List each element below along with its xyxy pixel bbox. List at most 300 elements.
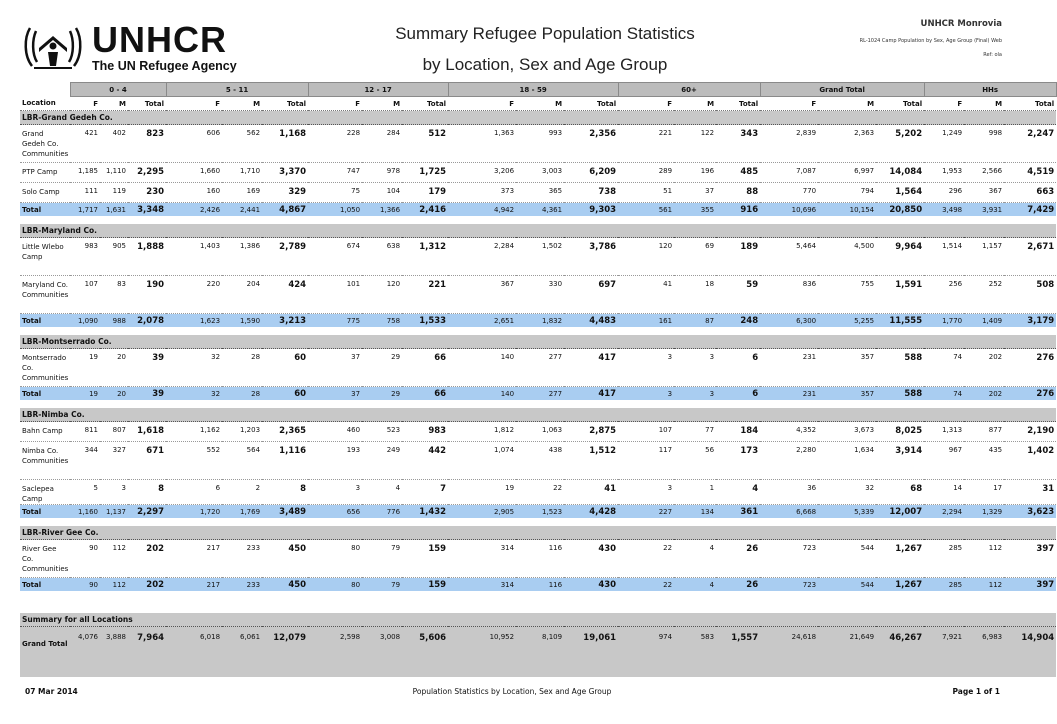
summary-header <box>20 613 1056 627</box>
value-cell: 19 <box>448 480 516 505</box>
value-cell: 289 <box>618 163 674 183</box>
total-cell: 508 <box>1004 276 1056 314</box>
grand-total-row <box>20 627 1056 678</box>
value-cell: 196 <box>674 163 716 183</box>
col-total-header: Total <box>262 97 308 111</box>
total-cell: 424 <box>262 276 308 314</box>
value-cell: 974 <box>618 627 674 678</box>
value-cell: 2,294 <box>924 505 964 519</box>
value-cell: 120 <box>618 238 674 276</box>
col-f-header: F <box>760 97 818 111</box>
value-cell: 1,623 <box>166 314 222 328</box>
value-cell: 221 <box>618 125 674 163</box>
value-cell: 3 <box>618 387 674 401</box>
total-cell: 1,116 <box>262 442 308 480</box>
value-cell: 807 <box>100 422 128 442</box>
value-cell: 74 <box>924 349 964 387</box>
value-cell: 552 <box>166 442 222 480</box>
value-cell: 1,720 <box>166 505 222 519</box>
unhcr-logo <box>20 19 237 73</box>
section-total-row <box>20 578 1056 592</box>
value-cell: 373 <box>448 183 516 203</box>
total-cell: 3,489 <box>262 505 308 519</box>
value-cell: 227 <box>618 505 674 519</box>
value-cell: 90 <box>70 578 100 592</box>
total-cell: 671 <box>128 442 166 480</box>
value-cell: 1,502 <box>516 238 564 276</box>
total-cell: 588 <box>876 387 924 401</box>
total-cell: 2,416 <box>402 203 448 217</box>
value-cell: 758 <box>362 314 402 328</box>
column-header-row <box>20 97 1056 111</box>
section-total-row <box>20 203 1056 217</box>
value-cell: 228 <box>308 125 362 163</box>
value-cell: 998 <box>964 125 1004 163</box>
value-cell: 564 <box>222 442 262 480</box>
value-cell: 3 <box>100 480 128 505</box>
total-cell: 442 <box>402 442 448 480</box>
spacer-cell <box>20 327 1056 335</box>
total-cell: 39 <box>128 349 166 387</box>
total-cell: 6 <box>716 387 760 401</box>
total-cell: 343 <box>716 125 760 163</box>
value-cell: 656 <box>308 505 362 519</box>
value-cell: 1,363 <box>448 125 516 163</box>
value-cell: 80 <box>308 578 362 592</box>
col-m-header: M <box>222 97 262 111</box>
value-cell: 4,361 <box>516 203 564 217</box>
total-cell: 4,519 <box>1004 163 1056 183</box>
value-cell: 770 <box>760 183 818 203</box>
location-cell: Grand Gedeh Co. Communities <box>20 125 70 163</box>
total-cell: 4,483 <box>564 314 618 328</box>
total-label: Total <box>20 314 70 328</box>
total-cell: 983 <box>402 422 448 442</box>
total-cell: 3,213 <box>262 314 308 328</box>
col-m-header: M <box>818 97 876 111</box>
col-m-header: M <box>100 97 128 111</box>
value-cell: 1,157 <box>964 238 1004 276</box>
value-cell: 37 <box>308 387 362 401</box>
value-cell: 367 <box>964 183 1004 203</box>
value-cell: 29 <box>362 349 402 387</box>
total-cell: 1,168 <box>262 125 308 163</box>
section-name: LBR-Grand Gedeh Co. <box>20 111 1056 125</box>
value-cell: 1,329 <box>964 505 1004 519</box>
value-cell: 233 <box>222 540 262 578</box>
logo-name: UNHCR <box>92 19 227 60</box>
total-cell: 663 <box>1004 183 1056 203</box>
value-cell: 402 <box>100 125 128 163</box>
total-cell: 417 <box>564 349 618 387</box>
value-cell: 117 <box>618 442 674 480</box>
value-cell: 77 <box>674 422 716 442</box>
value-cell: 41 <box>618 276 674 314</box>
value-cell: 2,284 <box>448 238 516 276</box>
value-cell: 314 <box>448 578 516 592</box>
total-cell: 430 <box>564 540 618 578</box>
total-cell: 7 <box>402 480 448 505</box>
total-cell: 9,964 <box>876 238 924 276</box>
value-cell: 101 <box>308 276 362 314</box>
value-cell: 231 <box>760 349 818 387</box>
value-cell: 2,566 <box>964 163 1004 183</box>
total-cell: 430 <box>564 578 618 592</box>
value-cell: 435 <box>964 442 1004 480</box>
total-cell: 60 <box>262 349 308 387</box>
total-label: Total <box>20 578 70 592</box>
value-cell: 544 <box>818 540 876 578</box>
value-cell: 116 <box>516 578 564 592</box>
total-cell: 46,267 <box>876 627 924 678</box>
value-cell: 79 <box>362 578 402 592</box>
total-cell: 8 <box>262 480 308 505</box>
value-cell: 3,206 <box>448 163 516 183</box>
value-cell: 202 <box>964 349 1004 387</box>
group-0-4: 0 - 4 <box>70 83 166 97</box>
total-cell: 189 <box>716 238 760 276</box>
col-f-header: F <box>70 97 100 111</box>
total-cell: 184 <box>716 422 760 442</box>
table-row <box>20 442 1056 480</box>
value-cell: 775 <box>308 314 362 328</box>
value-cell: 4,352 <box>760 422 818 442</box>
value-cell: 1,590 <box>222 314 262 328</box>
total-cell: 19,061 <box>564 627 618 678</box>
value-cell: 116 <box>516 540 564 578</box>
value-cell: 1,514 <box>924 238 964 276</box>
value-cell: 2,598 <box>308 627 362 678</box>
total-cell: 1,888 <box>128 238 166 276</box>
total-cell: 329 <box>262 183 308 203</box>
value-cell: 122 <box>674 125 716 163</box>
total-cell: 248 <box>716 314 760 328</box>
value-cell: 421 <box>70 125 100 163</box>
value-cell: 1 <box>674 480 716 505</box>
value-cell: 2,280 <box>760 442 818 480</box>
value-cell: 204 <box>222 276 262 314</box>
value-cell: 1,832 <box>516 314 564 328</box>
total-cell: 697 <box>564 276 618 314</box>
total-cell: 1,618 <box>128 422 166 442</box>
value-cell: 460 <box>308 422 362 442</box>
total-cell: 2,247 <box>1004 125 1056 163</box>
value-cell: 1,769 <box>222 505 262 519</box>
total-cell: 2,671 <box>1004 238 1056 276</box>
value-cell: 256 <box>924 276 964 314</box>
value-cell: 285 <box>924 540 964 578</box>
value-cell: 3 <box>674 387 716 401</box>
value-cell: 1,313 <box>924 422 964 442</box>
value-cell: 7,921 <box>924 627 964 678</box>
total-cell: 512 <box>402 125 448 163</box>
total-cell: 361 <box>716 505 760 519</box>
value-cell: 1,770 <box>924 314 964 328</box>
value-cell: 905 <box>100 238 128 276</box>
total-cell: 14,904 <box>1004 627 1056 678</box>
value-cell: 811 <box>70 422 100 442</box>
value-cell: 277 <box>516 387 564 401</box>
total-cell: 173 <box>716 442 760 480</box>
total-cell: 26 <box>716 578 760 592</box>
value-cell: 2,363 <box>818 125 876 163</box>
value-cell: 32 <box>166 349 222 387</box>
value-cell: 2,839 <box>760 125 818 163</box>
col-m-header: M <box>964 97 1004 111</box>
value-cell: 6,997 <box>818 163 876 183</box>
total-cell: 66 <box>402 387 448 401</box>
section-header <box>20 526 1056 540</box>
value-cell: 22 <box>516 480 564 505</box>
value-cell: 967 <box>924 442 964 480</box>
total-cell: 1,564 <box>876 183 924 203</box>
location-header: Location <box>20 97 70 111</box>
spacer-row <box>20 327 1056 335</box>
total-cell: 916 <box>716 203 760 217</box>
col-total-header: Total <box>402 97 448 111</box>
value-cell: 562 <box>222 125 262 163</box>
report-code: RL-1024 Camp Population by Sex, Age Group (Final) Web <box>859 38 1002 44</box>
total-cell: 823 <box>128 125 166 163</box>
value-cell: 69 <box>674 238 716 276</box>
total-cell: 6 <box>716 349 760 387</box>
value-cell: 83 <box>100 276 128 314</box>
value-cell: 3 <box>618 480 674 505</box>
total-cell: 11,555 <box>876 314 924 328</box>
value-cell: 365 <box>516 183 564 203</box>
value-cell: 3 <box>308 480 362 505</box>
value-cell: 24,618 <box>760 627 818 678</box>
value-cell: 1,160 <box>70 505 100 519</box>
value-cell: 111 <box>70 183 100 203</box>
office-name: UNHCR Monrovia <box>920 19 1002 29</box>
total-cell: 276 <box>1004 387 1056 401</box>
total-cell: 2,295 <box>128 163 166 183</box>
value-cell: 438 <box>516 442 564 480</box>
value-cell: 330 <box>516 276 564 314</box>
value-cell: 1,710 <box>222 163 262 183</box>
grand-total-label: Grand Total <box>20 627 70 678</box>
total-cell: 68 <box>876 480 924 505</box>
value-cell: 1,249 <box>924 125 964 163</box>
col-m-header: M <box>674 97 716 111</box>
total-cell: 4,428 <box>564 505 618 519</box>
value-cell: 161 <box>618 314 674 328</box>
summary-heading: Summary for all Locations <box>20 613 1056 627</box>
value-cell: 583 <box>674 627 716 678</box>
spacer-row <box>20 400 1056 408</box>
value-cell: 638 <box>362 238 402 276</box>
value-cell: 1,162 <box>166 422 222 442</box>
value-cell: 87 <box>674 314 716 328</box>
total-cell: 6,209 <box>564 163 618 183</box>
value-cell: 4 <box>674 578 716 592</box>
total-cell: 59 <box>716 276 760 314</box>
total-cell: 588 <box>876 349 924 387</box>
spacer-row <box>20 591 1056 599</box>
total-cell: 397 <box>1004 540 1056 578</box>
value-cell: 3,888 <box>100 627 128 678</box>
spacer-cell <box>20 518 1056 526</box>
value-cell: 36 <box>760 480 818 505</box>
location-cell: Saclepea Camp <box>20 480 70 505</box>
total-cell: 1,312 <box>402 238 448 276</box>
value-cell: 1,631 <box>100 203 128 217</box>
total-cell: 179 <box>402 183 448 203</box>
value-cell: 877 <box>964 422 1004 442</box>
location-cell: Maryland Co. Communities <box>20 276 70 314</box>
value-cell: 3,008 <box>362 627 402 678</box>
total-cell: 221 <box>402 276 448 314</box>
total-cell: 450 <box>262 540 308 578</box>
value-cell: 5 <box>70 480 100 505</box>
location-cell: Little Wlebo Camp <box>20 238 70 276</box>
value-cell: 3 <box>674 349 716 387</box>
value-cell: 169 <box>222 183 262 203</box>
value-cell: 1,953 <box>924 163 964 183</box>
section-header <box>20 335 1056 349</box>
value-cell: 140 <box>448 349 516 387</box>
total-cell: 60 <box>262 387 308 401</box>
value-cell: 220 <box>166 276 222 314</box>
value-cell: 1,203 <box>222 422 262 442</box>
section-name: LBR-River Gee Co. <box>20 526 1056 540</box>
section-header <box>20 408 1056 422</box>
value-cell: 18 <box>674 276 716 314</box>
value-cell: 19 <box>70 349 100 387</box>
total-cell: 738 <box>564 183 618 203</box>
value-cell: 357 <box>818 387 876 401</box>
value-cell: 4 <box>674 540 716 578</box>
total-cell: 2,078 <box>128 314 166 328</box>
spacer-cell <box>20 216 1056 224</box>
value-cell: 1,063 <box>516 422 564 442</box>
footer-page: Page 1 of 1 <box>952 687 1000 696</box>
value-cell: 1,185 <box>70 163 100 183</box>
value-cell: 5,255 <box>818 314 876 328</box>
total-cell: 4 <box>716 480 760 505</box>
table-row <box>20 349 1056 387</box>
total-cell: 3,786 <box>564 238 618 276</box>
value-cell: 755 <box>818 276 876 314</box>
col-f-header: F <box>924 97 964 111</box>
location-cell: Bahn Camp <box>20 422 70 442</box>
value-cell: 1,403 <box>166 238 222 276</box>
value-cell: 140 <box>448 387 516 401</box>
group-60-plus: 60+ <box>618 83 760 97</box>
value-cell: 79 <box>362 540 402 578</box>
total-cell: 3,348 <box>128 203 166 217</box>
total-label: Total <box>20 387 70 401</box>
page-title: Summary Refugee Population Statistics <box>395 24 695 43</box>
table-body <box>20 111 1056 678</box>
value-cell: 217 <box>166 540 222 578</box>
group-12-17: 12 - 17 <box>308 83 448 97</box>
total-cell: 450 <box>262 578 308 592</box>
total-cell: 397 <box>1004 578 1056 592</box>
value-cell: 285 <box>924 578 964 592</box>
value-cell: 776 <box>362 505 402 519</box>
value-cell: 6,300 <box>760 314 818 328</box>
value-cell: 2 <box>222 480 262 505</box>
value-cell: 32 <box>166 387 222 401</box>
value-cell: 112 <box>964 578 1004 592</box>
value-cell: 202 <box>964 387 1004 401</box>
value-cell: 51 <box>618 183 674 203</box>
value-cell: 355 <box>674 203 716 217</box>
value-cell: 104 <box>362 183 402 203</box>
unhcr-emblem-icon <box>20 22 86 72</box>
value-cell: 10,696 <box>760 203 818 217</box>
section-total-row <box>20 314 1056 328</box>
value-cell: 523 <box>362 422 402 442</box>
total-cell: 159 <box>402 540 448 578</box>
value-cell: 723 <box>760 578 818 592</box>
col-f-header: F <box>618 97 674 111</box>
col-f-header: F <box>166 97 222 111</box>
total-cell: 8 <box>128 480 166 505</box>
total-cell: 9,303 <box>564 203 618 217</box>
spacer-row <box>20 518 1056 526</box>
spacer-row <box>20 216 1056 224</box>
total-cell: 2,356 <box>564 125 618 163</box>
total-cell: 2,297 <box>128 505 166 519</box>
section-header <box>20 111 1056 125</box>
value-cell: 983 <box>70 238 100 276</box>
location-cell: PTP Camp <box>20 163 70 183</box>
table-row <box>20 422 1056 442</box>
value-cell: 1,409 <box>964 314 1004 328</box>
value-cell: 3,003 <box>516 163 564 183</box>
total-cell: 88 <box>716 183 760 203</box>
value-cell: 1,386 <box>222 238 262 276</box>
table-row <box>20 238 1056 276</box>
value-cell: 6 <box>166 480 222 505</box>
footer-title: Population Statistics by Location, Sex and Age Group <box>412 687 612 696</box>
value-cell: 119 <box>100 183 128 203</box>
value-cell: 7,087 <box>760 163 818 183</box>
value-cell: 6,018 <box>166 627 222 678</box>
total-cell: 4,867 <box>262 203 308 217</box>
value-cell: 6,668 <box>760 505 818 519</box>
total-cell: 417 <box>564 387 618 401</box>
value-cell: 37 <box>674 183 716 203</box>
value-cell: 1,074 <box>448 442 516 480</box>
total-cell: 1,557 <box>716 627 760 678</box>
value-cell: 296 <box>924 183 964 203</box>
value-cell: 14 <box>924 480 964 505</box>
spacer-cell <box>20 591 1056 599</box>
value-cell: 1,634 <box>818 442 876 480</box>
value-cell: 56 <box>674 442 716 480</box>
col-m-header: M <box>516 97 564 111</box>
value-cell: 37 <box>308 349 362 387</box>
total-cell: 26 <box>716 540 760 578</box>
value-cell: 747 <box>308 163 362 183</box>
value-cell: 723 <box>760 540 818 578</box>
total-cell: 2,875 <box>564 422 618 442</box>
table-row <box>20 480 1056 505</box>
value-cell: 3,498 <box>924 203 964 217</box>
value-cell: 3,673 <box>818 422 876 442</box>
total-cell: 1,591 <box>876 276 924 314</box>
total-cell: 3,370 <box>262 163 308 183</box>
total-cell: 1,402 <box>1004 442 1056 480</box>
logo-tagline: The UN Refugee Agency <box>92 59 237 73</box>
total-cell: 3,914 <box>876 442 924 480</box>
col-total-header: Total <box>128 97 166 111</box>
section-name: LBR-Montserrado Co. <box>20 335 1056 349</box>
